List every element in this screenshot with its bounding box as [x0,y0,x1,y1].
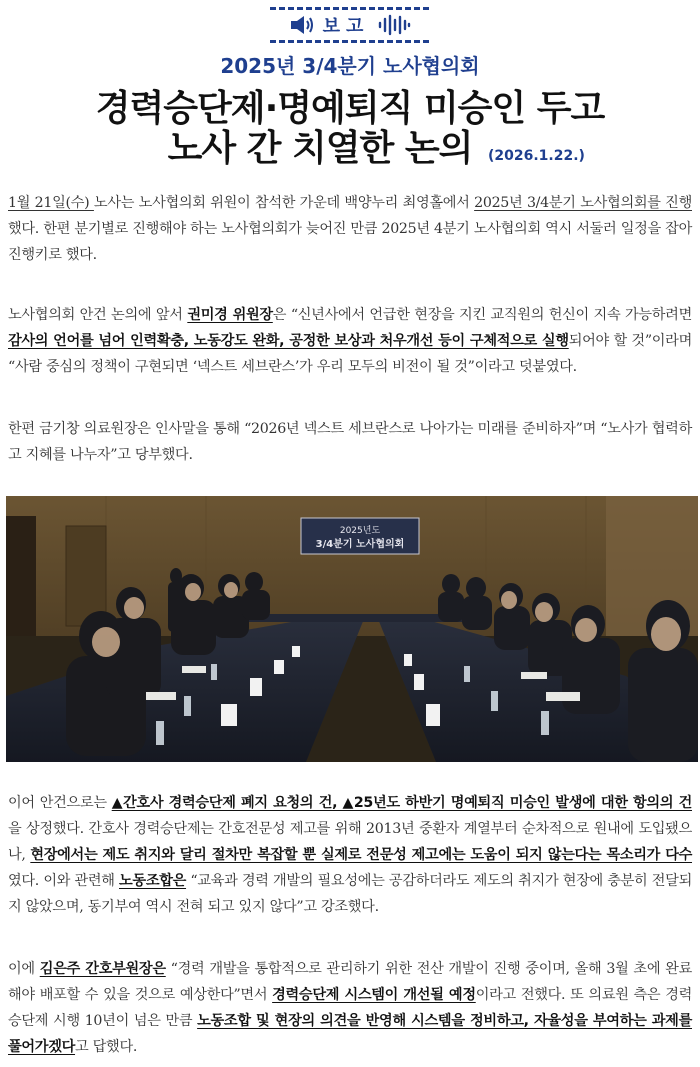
meeting-photo [6,496,698,762]
banner-text-1: 2025년도 [339,526,381,536]
report-tag [262,6,438,44]
paragraph-3 [8,416,692,468]
p5-highlight-1: 경력승단제 시스템이 개선될 예정 [272,987,476,1003]
paragraph-4 [8,790,692,920]
banner-text-2: 3/4분기 노사협의회 [315,539,405,550]
p2-text-b: 은 “신년사에서 언급한 현장을 지킨 교직원의 헌신이 지속 가능하려면 [272,307,692,323]
sound-wave-icon [377,14,411,36]
p4-highlight: 현장에서는 제도 취지와 달리 절차만 복잡할 뿐 실제로 전문성 제고에는 도움이 되지 않는다는 목소리가 다수 [30,847,693,863]
headline-line-1: 경력승단제·명예퇴직 미승인 두고 [95,88,605,129]
p5-text-c: 이라고 전했다. 또 의료원 측은 경력승단제 시행 10년이 넘은 만큼 [8,987,693,1029]
speaker-icon [289,14,315,36]
p2-text-c: 되어야 할 것”이라며 “사람 중심의 정책이 구현되면 ‘넥스트 세브란스’가 우리 모두의 비전이 될 것”이라고 덧붙였다. [8,333,692,375]
dotted-bar-bottom [270,40,430,43]
p1-text-b: 했다. 한편 분기별로 진행해야 하는 노사협의회가 늦어진 만큼 2025년 4분기 노사협의회 역시 서둘러 일정을 잡아 진행키로 했다. [8,221,692,263]
p2-chair-name: 권미경 위원장 [187,307,273,323]
paragraph-2 [8,302,692,380]
report-tag-label: 보고 [322,16,370,37]
p5-vice-director: 김은주 간호부원장은 [39,961,166,977]
report-date: (2026.1.22.) [488,148,585,164]
p5-highlight-2: 노동조합 및 현장의 의견을 반영해 시스템을 정비하고, 자율성을 부여하는 과제를 풀어가겠다 [8,1013,692,1055]
p2-highlight: 감사의 언어를 넘어 인력확충, 노동강도 완화, 공정한 보상과 처우개선 등이 구체적으로 실행 [8,333,569,349]
p1-text-a: 노사는 노사협의회 위원이 참석한 가운데 백양누리 최영홀에서 [93,195,475,211]
p4-text-d: “교육과 경력 개발의 필요성에는 공감하더라도 제도의 취지가 현장에 충분히 전달되지 않았으며, 동기부여 역시 전혀 되고 있지 않다”고 강조했다. [8,873,692,915]
p4-text-b: 을 상정했다. 간호사 경력승단제는 간호전문성 제고를 위해 2013년 중환자 계열부터 순차적으로 원내에 도입됐으나, [8,821,692,863]
headline-line-2: 노사 간 치열한 논의 [167,128,473,169]
p4-agenda: ▲간호사 경력승단제 폐지 요청의 건, ▲25년도 하반기 명예퇴직 미승인 발생에 대한 항의의 건 [111,795,692,811]
p4-union: 노동조합은 [119,873,187,889]
p4-text-c: 였다. 이와 관련해 [8,873,120,889]
report-subtitle: 2025년 3/4분기 노사협의회 [220,54,480,78]
p1-date: 1월 21일(수) [8,195,94,211]
paragraph-5 [8,956,692,1060]
p5-text-a: 이에 [8,961,40,977]
p5-text-d: 고 답했다. [75,1039,138,1055]
p3-text: 한편 금기창 의료원장은 인사말을 통해 “2026년 넥스트 세브란스로 나아가는 미래를 준비하자”며 “노사가 협력하고 지혜를 나누자”고 당부했다. [8,421,692,463]
p1-highlight: 2025년 3/4분기 노사협의회를 진행 [474,195,692,211]
p5-text-b: “경력 개발을 통합적으로 관리하기 위한 전산 개발이 진행 중이며, 올해 3월 초에 완료해야 배포할 수 있을 것으로 예상한다”면서 [8,961,692,1003]
paragraph-1 [8,190,692,268]
dotted-bar-top [270,7,430,10]
p4-text-a: 이어 안건으로는 [8,795,112,811]
p2-text-a: 노사협의회 안건 논의에 앞서 [8,307,188,323]
